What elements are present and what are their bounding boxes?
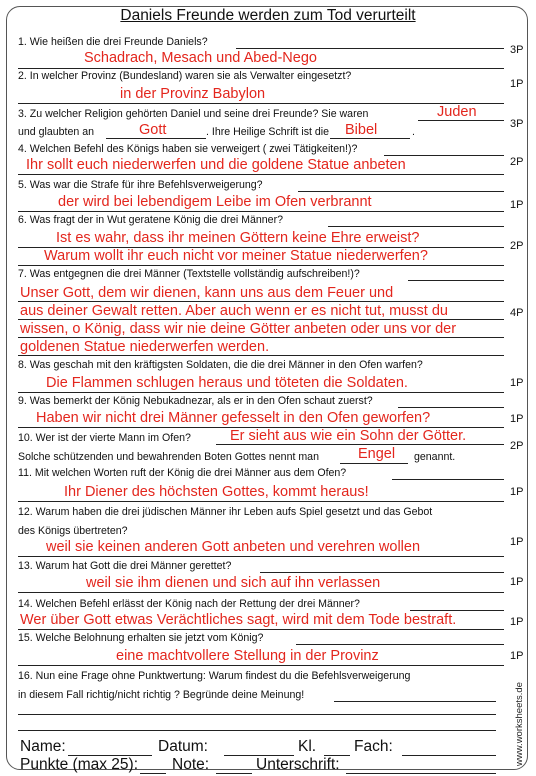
worksheet-title: Daniels Freunde werden zum Tod verurteilt [120, 7, 416, 24]
answer-line [18, 730, 496, 731]
answer-line [18, 301, 504, 302]
answer-line [18, 392, 504, 393]
question-9: 9. Was bemerkt der König Nebukadnezar, als er in den Ofen schaut zuerst? [18, 395, 373, 407]
answer-line [18, 337, 504, 338]
answer-line [18, 355, 504, 356]
answer-3-scripture: Bibel [345, 122, 378, 138]
answer-line [18, 68, 504, 69]
answer-line [408, 280, 504, 281]
question-3-part-3: . Ihre Heilige Schrift ist die [206, 126, 330, 138]
answer-7-line-4: goldenen Statue niederwerfen werden. [20, 339, 270, 355]
answer-9: Haben wir nicht drei Männer gefesselt in den Ofen geworfen? [36, 410, 431, 426]
question-10-part-2: Solche schützenden und bewahrenden Boten Gottes nennt man [18, 451, 319, 463]
points-10: 2P [510, 440, 524, 452]
answer-line [392, 479, 504, 480]
answer-line [398, 407, 504, 408]
answer-line [18, 501, 504, 502]
answer-line [410, 610, 504, 611]
answer-5: der wird bei lebendigem Leibe im Ofen verbrannt [58, 194, 372, 210]
answer-line [418, 120, 504, 121]
footer-subject-line [402, 755, 496, 756]
question-10-part-1: 10. Wer ist der vierte Mann im Ofen? [18, 432, 191, 444]
points-11: 1P [510, 486, 524, 498]
answer-line [18, 629, 504, 630]
answer-4: Ihr sollt euch niederwerfen und die goldene Statue anbeten [26, 157, 406, 173]
footer-points-label: Punkte (max 25): [20, 756, 139, 773]
answer-line [384, 155, 504, 156]
footer-points-line [140, 773, 166, 774]
question-15: 15. Welche Belohnung erhalten sie jetzt vom König? [18, 632, 264, 644]
footer-grade-line [216, 773, 252, 774]
points-9: 1P [510, 413, 524, 425]
points-8: 1P [510, 377, 524, 389]
answer-2: in der Provinz Babylon [120, 86, 266, 102]
answer-line [18, 103, 504, 104]
answer-1: Schadrach, Mesach und Abed-Nego [84, 50, 317, 66]
answer-line [18, 665, 504, 666]
footer-date-label: Datum: [158, 738, 208, 755]
footer-signature-line [346, 773, 496, 774]
answer-7-line-3: wissen, o König, dass wir nie deine Götter anbeten oder uns vor der [20, 321, 457, 337]
question-16-line-2: in diesem Fall richtig/nicht richtig ? Begründe deine Meinung! [18, 689, 305, 701]
answer-12: weil sie keinen anderen Gott anbeten und verehren wollen [46, 539, 421, 555]
answer-7-line-2: aus deiner Gewalt retten. Aber auch wenn er es nicht tut, musst du [20, 303, 448, 319]
answer-13: weil sie ihm dienen und sich auf ihn verlassen [86, 575, 381, 591]
answer-line [340, 463, 408, 464]
question-8: 8. Was geschah mit den kräftigsten Soldaten, die die drei Männer in den Ofen warfen? [18, 359, 423, 371]
question-6: 6. Was fragt der in Wut geratene König die drei Männer? [18, 214, 283, 226]
question-12-line-1: 12. Warum haben die drei jüdischen Männer ihr Leben aufs Spiel gesetzt und das Gebot [18, 506, 433, 518]
points-7: 4P [510, 307, 524, 319]
answer-line [18, 319, 504, 320]
points-5: 1P [510, 199, 524, 211]
question-1: 1. Wie heißen die drei Freunde Daniels? [18, 36, 208, 48]
answer-line [236, 48, 504, 49]
answer-line [328, 226, 504, 227]
answer-line [216, 444, 504, 445]
answer-10-fourth-man: Er sieht aus wie ein Sohn der Götter. [230, 428, 467, 444]
question-7: 7. Was entgegnen die drei Männer (Textstelle vollständig aufschreiben!)? [18, 268, 360, 280]
answer-10-angel: Engel [358, 446, 396, 462]
answer-8: Die Flammen schlugen heraus und töteten die Soldaten. [46, 375, 408, 391]
footer-signature-label: Unterschrift: [256, 756, 340, 773]
watermark-text: www.worksheets.de [514, 682, 525, 766]
answer-7-line-1: Unser Gott, dem wir dienen, kann uns aus dem Feuer und [20, 285, 394, 301]
answer-line [298, 191, 504, 192]
question-4: 4. Welchen Befehl des Königs haben sie verweigert ( zwei Tätigkeiten!)? [18, 143, 358, 155]
footer-subject-label: Fach: [354, 738, 393, 755]
answer-line [106, 138, 206, 139]
points-4: 2P [510, 156, 524, 168]
footer-grade-label: Note: [172, 756, 210, 773]
question-3-end: . [412, 126, 415, 138]
answer-line [18, 265, 504, 266]
answer-line [260, 572, 504, 573]
footer-name-label: Name: [20, 738, 66, 755]
answer-3-god: Gott [139, 122, 167, 138]
question-12-line-2: des Königs übertreten? [18, 525, 128, 537]
answer-line [334, 701, 496, 702]
answer-line [330, 138, 410, 139]
answer-line [296, 644, 504, 645]
question-3-part-2: und glaubten an [18, 126, 94, 138]
points-14: 1P [510, 616, 524, 628]
points-6: 2P [510, 240, 524, 252]
answer-11: Ihr Diener des höchsten Gottes, kommt heraus! [64, 484, 369, 500]
answer-line [18, 714, 496, 715]
question-14: 14. Welchen Befehl erlässt der König nach der Rettung der drei Männer? [18, 598, 360, 610]
question-13: 13. Warum hat Gott die drei Männer gerettet? [18, 560, 232, 572]
question-10-part-3: genannt. [414, 451, 456, 463]
points-12: 1P [510, 536, 524, 548]
question-3-part-1: 3. Zu welcher Religion gehörten Daniel und seine drei Freunde? Sie waren [18, 108, 369, 120]
points-3: 3P [510, 118, 524, 130]
answer-15: eine machtvollere Stellung in der Provinz [116, 648, 379, 664]
points-1: 3P [510, 44, 524, 56]
answer-3-religion: Juden [437, 104, 477, 120]
question-2: 2. In welcher Provinz (Bundesland) waren sie als Verwalter eingesetzt? [18, 70, 352, 82]
question-11: 11. Mit welchen Worten ruft der König die drei Männer aus dem Ofen? [18, 467, 347, 479]
answer-6-line-2: Warum wollt ihr euch nicht vor meiner Statue niederwerfen? [44, 248, 428, 264]
points-2: 1P [510, 78, 524, 90]
answer-14: Wer über Gott etwas Verächtliches sagt, wird mit dem Tode bestraft. [20, 612, 457, 628]
footer-class-label: Kl. [298, 738, 317, 755]
answer-line [18, 211, 504, 212]
points-15: 1P [510, 650, 524, 662]
answer-6-line-1: Ist es wahr, dass ihr meinen Göttern keine Ehre erweist? [56, 230, 420, 246]
answer-line [18, 556, 504, 557]
question-16-line-1: 16. Nun eine Frage ohne Punktwertung: Warum findest du die Befehlsverweigerung [18, 670, 411, 682]
question-5: 5. Was war die Strafe für ihre Befehlsverweigerung? [18, 179, 263, 191]
answer-line [18, 174, 504, 175]
points-13: 1P [510, 576, 524, 588]
answer-line [18, 592, 504, 593]
